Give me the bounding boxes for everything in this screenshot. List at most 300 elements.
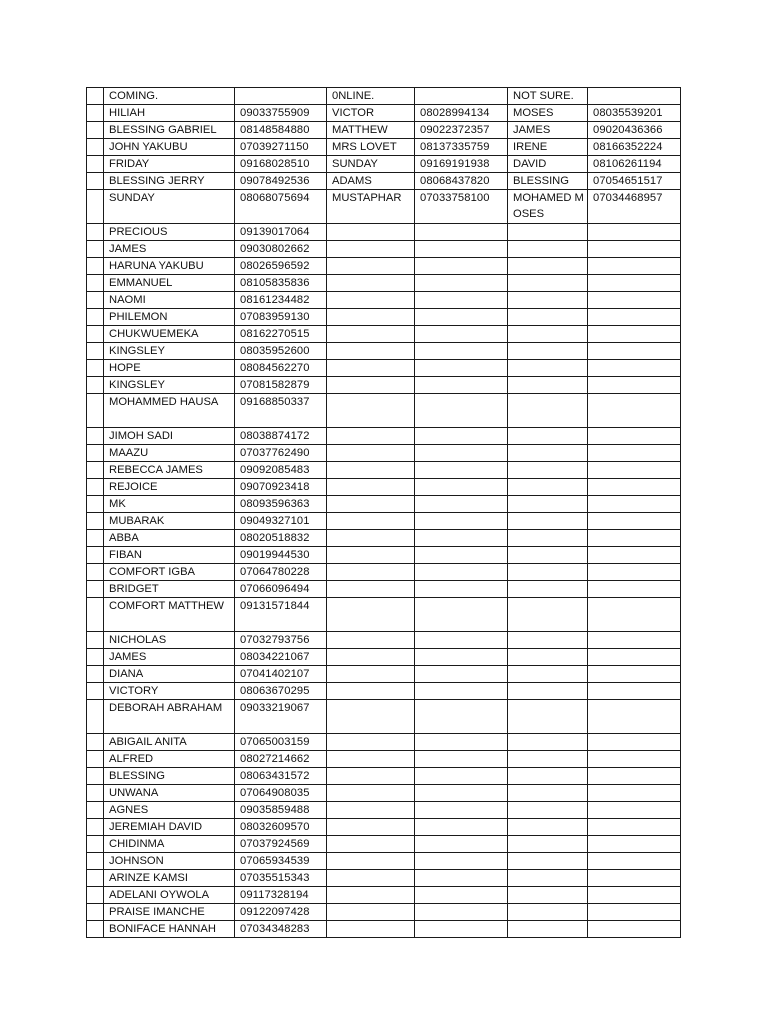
phone-cell	[415, 819, 508, 836]
row-marker-cell	[87, 360, 104, 377]
phone-cell	[415, 785, 508, 802]
phone-cell: 08038874172	[235, 428, 327, 445]
name-cell: IRENE	[508, 139, 588, 156]
name-cell	[327, 479, 415, 496]
row-marker-cell	[87, 479, 104, 496]
name-cell	[508, 700, 588, 734]
name-cell: MOSES	[508, 105, 588, 122]
table-row	[87, 700, 681, 734]
name-cell	[508, 836, 588, 853]
name-cell: VICTORY	[104, 683, 235, 700]
name-cell	[508, 241, 588, 258]
phone-cell	[415, 853, 508, 870]
name-cell	[508, 309, 588, 326]
name-cell	[327, 649, 415, 666]
attendance-table	[86, 87, 681, 938]
phone-cell: 09078492536	[235, 173, 327, 190]
row-marker-cell	[87, 122, 104, 139]
table-row	[87, 683, 681, 700]
name-cell: UNWANA	[104, 785, 235, 802]
name-cell	[508, 802, 588, 819]
table-row	[87, 768, 681, 785]
phone-cell	[415, 394, 508, 428]
row-marker-cell	[87, 802, 104, 819]
phone-cell	[588, 326, 681, 343]
phone-cell	[415, 921, 508, 938]
name-cell: VICTOR	[327, 105, 415, 122]
name-cell	[327, 343, 415, 360]
row-marker-cell	[87, 751, 104, 768]
phone-cell: 09122097428	[235, 904, 327, 921]
phone-cell	[588, 768, 681, 785]
row-marker-cell	[87, 309, 104, 326]
table-row	[87, 462, 681, 479]
phone-cell: 08093596363	[235, 496, 327, 513]
row-marker-cell	[87, 887, 104, 904]
row-marker-cell	[87, 445, 104, 462]
phone-cell	[588, 785, 681, 802]
name-cell	[327, 275, 415, 292]
name-cell: FRIDAY	[104, 156, 235, 173]
table-row	[87, 105, 681, 122]
name-cell	[327, 581, 415, 598]
table-row	[87, 751, 681, 768]
name-cell: ABIGAIL ANITA	[104, 734, 235, 751]
name-cell: ARINZE KAMSI	[104, 870, 235, 887]
phone-cell	[588, 564, 681, 581]
phone-cell: 09131571844	[235, 598, 327, 632]
name-cell	[327, 360, 415, 377]
phone-cell	[415, 581, 508, 598]
name-cell	[508, 649, 588, 666]
phone-cell: 09019944530	[235, 547, 327, 564]
name-cell: BLESSING	[104, 768, 235, 785]
phone-cell	[588, 836, 681, 853]
row-marker-cell	[87, 241, 104, 258]
phone-cell	[415, 428, 508, 445]
phone-cell: 08166352224	[588, 139, 681, 156]
table-row	[87, 224, 681, 241]
row-marker-cell	[87, 564, 104, 581]
phone-cell	[415, 513, 508, 530]
name-cell	[327, 224, 415, 241]
phone-cell: 09030802662	[235, 241, 327, 258]
name-cell: COMFORT MATTHEW	[104, 598, 235, 632]
phone-cell	[415, 309, 508, 326]
phone-cell: 08035539201	[588, 105, 681, 122]
name-cell: BLESSING	[508, 173, 588, 190]
name-cell	[508, 768, 588, 785]
row-marker-cell	[87, 921, 104, 938]
row-marker-cell	[87, 785, 104, 802]
name-cell	[508, 394, 588, 428]
phone-cell	[415, 700, 508, 734]
table-row	[87, 156, 681, 173]
name-cell: JOHN YAKUBU	[104, 139, 235, 156]
row-marker-cell	[87, 496, 104, 513]
phone-cell	[588, 581, 681, 598]
table-row	[87, 802, 681, 819]
phone-cell	[415, 462, 508, 479]
name-cell: DAVID	[508, 156, 588, 173]
header-row	[87, 88, 681, 105]
table-row	[87, 564, 681, 581]
name-cell	[327, 836, 415, 853]
name-cell	[327, 292, 415, 309]
name-cell: MUBARAK	[104, 513, 235, 530]
name-cell	[327, 598, 415, 632]
column-header	[588, 88, 681, 105]
row-marker-cell	[87, 547, 104, 564]
table-row	[87, 479, 681, 496]
name-cell: PRECIOUS	[104, 224, 235, 241]
phone-cell: 08063670295	[235, 683, 327, 700]
phone-cell: 09139017064	[235, 224, 327, 241]
name-cell: KINGSLEY	[104, 377, 235, 394]
phone-cell	[415, 275, 508, 292]
phone-cell	[588, 870, 681, 887]
phone-cell: 09169191938	[415, 156, 508, 173]
name-cell	[327, 904, 415, 921]
name-cell	[508, 904, 588, 921]
phone-cell	[415, 360, 508, 377]
name-cell	[508, 360, 588, 377]
name-cell: ALFRED	[104, 751, 235, 768]
phone-cell	[588, 496, 681, 513]
row-marker-cell	[87, 836, 104, 853]
row-marker-cell	[87, 700, 104, 734]
name-cell	[327, 870, 415, 887]
phone-cell	[588, 241, 681, 258]
phone-cell	[588, 530, 681, 547]
table-row	[87, 309, 681, 326]
table-row	[87, 904, 681, 921]
phone-cell	[415, 649, 508, 666]
name-cell	[327, 887, 415, 904]
phone-cell	[415, 836, 508, 853]
phone-cell	[415, 598, 508, 632]
name-cell	[508, 547, 588, 564]
table-row	[87, 581, 681, 598]
name-cell	[327, 683, 415, 700]
table-row	[87, 377, 681, 394]
name-cell	[508, 734, 588, 751]
phone-cell	[588, 734, 681, 751]
name-cell	[327, 377, 415, 394]
name-cell: COMFORT IGBA	[104, 564, 235, 581]
row-marker-cell	[87, 734, 104, 751]
phone-cell	[588, 666, 681, 683]
name-cell	[327, 326, 415, 343]
row-marker-cell	[87, 632, 104, 649]
name-cell: MATTHEW	[327, 122, 415, 139]
phone-cell	[588, 309, 681, 326]
table-row	[87, 241, 681, 258]
phone-cell: 07083959130	[235, 309, 327, 326]
name-cell	[327, 819, 415, 836]
name-cell	[508, 870, 588, 887]
name-cell	[508, 445, 588, 462]
name-cell	[327, 785, 415, 802]
name-cell	[327, 734, 415, 751]
phone-cell: 09117328194	[235, 887, 327, 904]
name-cell: MAAZU	[104, 445, 235, 462]
phone-cell: 08148584880	[235, 122, 327, 139]
phone-cell	[588, 428, 681, 445]
row-marker-cell	[87, 530, 104, 547]
phone-cell	[415, 343, 508, 360]
row-marker-cell	[87, 462, 104, 479]
phone-cell	[415, 683, 508, 700]
name-cell	[327, 241, 415, 258]
table-row	[87, 632, 681, 649]
name-cell: MOHAMED MOSES	[508, 190, 588, 224]
phone-cell: 07065934539	[235, 853, 327, 870]
table-row	[87, 666, 681, 683]
phone-cell	[588, 377, 681, 394]
row-marker-cell	[87, 598, 104, 632]
name-cell	[327, 564, 415, 581]
phone-cell: 08068437820	[415, 173, 508, 190]
phone-cell: 08035952600	[235, 343, 327, 360]
phone-cell	[588, 700, 681, 734]
phone-cell: 07039271150	[235, 139, 327, 156]
name-cell	[508, 530, 588, 547]
table-row	[87, 853, 681, 870]
name-cell	[508, 326, 588, 343]
name-cell	[327, 547, 415, 564]
phone-cell: 08063431572	[235, 768, 327, 785]
phone-cell	[415, 751, 508, 768]
phone-cell: 07032793756	[235, 632, 327, 649]
name-cell: JAMES	[104, 241, 235, 258]
name-cell: PHILEMON	[104, 309, 235, 326]
phone-cell	[588, 258, 681, 275]
row-marker-cell	[87, 768, 104, 785]
name-cell	[508, 377, 588, 394]
name-cell	[508, 275, 588, 292]
row-marker-cell	[87, 258, 104, 275]
row-marker-cell	[87, 377, 104, 394]
column-header	[415, 88, 508, 105]
row-marker-cell	[87, 173, 104, 190]
name-cell: ABBA	[104, 530, 235, 547]
phone-cell: 07081582879	[235, 377, 327, 394]
name-cell: MUSTAPHAR	[327, 190, 415, 224]
phone-cell	[415, 326, 508, 343]
phone-cell	[415, 802, 508, 819]
name-cell: JEREMIAH DAVID	[104, 819, 235, 836]
phone-cell: 09049327101	[235, 513, 327, 530]
row-marker-cell	[87, 343, 104, 360]
table-row	[87, 394, 681, 428]
row-marker-cell	[87, 275, 104, 292]
phone-cell: 08034221067	[235, 649, 327, 666]
phone-cell	[588, 360, 681, 377]
row-marker-cell	[87, 904, 104, 921]
row-marker-cell	[87, 326, 104, 343]
name-cell	[327, 513, 415, 530]
table-row	[87, 785, 681, 802]
name-cell	[327, 394, 415, 428]
row-marker-cell	[87, 513, 104, 530]
table-row	[87, 122, 681, 139]
name-cell	[508, 564, 588, 581]
name-cell	[327, 700, 415, 734]
name-cell: CHUKWUEMEKA	[104, 326, 235, 343]
table-row	[87, 360, 681, 377]
name-cell	[327, 258, 415, 275]
column-header: 0NLINE.	[327, 88, 415, 105]
column-header: COMING.	[104, 88, 235, 105]
phone-cell	[588, 547, 681, 564]
name-cell	[508, 581, 588, 598]
phone-cell: 09022372357	[415, 122, 508, 139]
name-cell	[508, 428, 588, 445]
row-marker-cell	[87, 870, 104, 887]
phone-cell	[415, 564, 508, 581]
name-cell: NICHOLAS	[104, 632, 235, 649]
column-header: NOT SURE.	[508, 88, 588, 105]
row-marker-cell	[87, 683, 104, 700]
table-row	[87, 275, 681, 292]
row-marker-cell	[87, 649, 104, 666]
phone-cell	[415, 768, 508, 785]
phone-cell: 08026596592	[235, 258, 327, 275]
phone-cell	[588, 224, 681, 241]
name-cell: MOHAMMED HAUSA	[104, 394, 235, 428]
table-row	[87, 326, 681, 343]
name-cell: FIBAN	[104, 547, 235, 564]
table-row	[87, 513, 681, 530]
phone-cell	[415, 632, 508, 649]
name-cell	[327, 666, 415, 683]
table-row	[87, 836, 681, 853]
name-cell	[508, 853, 588, 870]
name-cell: JAMES	[508, 122, 588, 139]
phone-cell	[588, 292, 681, 309]
name-cell	[327, 445, 415, 462]
table-row	[87, 530, 681, 547]
phone-cell: 07064908035	[235, 785, 327, 802]
name-cell: REBECCA JAMES	[104, 462, 235, 479]
table-row	[87, 734, 681, 751]
table-row	[87, 887, 681, 904]
name-cell	[327, 853, 415, 870]
row-marker-cell	[87, 428, 104, 445]
phone-cell: 08028994134	[415, 105, 508, 122]
name-cell	[508, 666, 588, 683]
name-cell	[508, 887, 588, 904]
name-cell: DEBORAH ABRAHAM	[104, 700, 235, 734]
phone-cell	[415, 887, 508, 904]
row-marker-cell	[87, 105, 104, 122]
name-cell: BLESSING JERRY	[104, 173, 235, 190]
phone-cell	[588, 649, 681, 666]
name-cell: BONIFACE HANNAH	[104, 921, 235, 938]
name-cell: KINGSLEY	[104, 343, 235, 360]
row-marker-cell	[87, 224, 104, 241]
phone-cell: 08137335759	[415, 139, 508, 156]
name-cell: SUNDAY	[327, 156, 415, 173]
phone-cell: 08106261194	[588, 156, 681, 173]
phone-cell: 09092085483	[235, 462, 327, 479]
phone-cell	[415, 292, 508, 309]
name-cell	[508, 479, 588, 496]
phone-cell	[588, 598, 681, 632]
name-cell	[508, 751, 588, 768]
phone-cell	[415, 241, 508, 258]
phone-cell: 08105835836	[235, 275, 327, 292]
phone-cell	[415, 479, 508, 496]
table-row	[87, 819, 681, 836]
phone-cell: 07034468957	[588, 190, 681, 224]
name-cell: REJOICE	[104, 479, 235, 496]
name-cell	[327, 632, 415, 649]
name-cell	[327, 428, 415, 445]
table-row	[87, 649, 681, 666]
phone-cell	[588, 683, 681, 700]
phone-cell: 08068075694	[235, 190, 327, 224]
name-cell	[508, 292, 588, 309]
phone-cell	[415, 547, 508, 564]
name-cell	[508, 496, 588, 513]
phone-cell: 07066096494	[235, 581, 327, 598]
phone-cell: 08162270515	[235, 326, 327, 343]
row-marker-cell	[87, 394, 104, 428]
phone-cell: 07064780228	[235, 564, 327, 581]
phone-cell	[415, 530, 508, 547]
table-row	[87, 343, 681, 360]
name-cell: MRS LOVET	[327, 139, 415, 156]
phone-cell	[415, 666, 508, 683]
name-cell	[508, 819, 588, 836]
name-cell	[327, 921, 415, 938]
table-row	[87, 292, 681, 309]
phone-cell: 07041402107	[235, 666, 327, 683]
phone-cell	[415, 734, 508, 751]
name-cell	[508, 921, 588, 938]
name-cell	[508, 258, 588, 275]
name-cell	[508, 598, 588, 632]
name-cell	[327, 462, 415, 479]
phone-cell: 09168028510	[235, 156, 327, 173]
phone-cell	[415, 224, 508, 241]
phone-cell	[588, 632, 681, 649]
name-cell	[327, 496, 415, 513]
row-marker-cell	[87, 190, 104, 224]
column-header	[87, 88, 104, 105]
phone-cell: 09033219067	[235, 700, 327, 734]
table-row	[87, 139, 681, 156]
table-row	[87, 190, 681, 224]
phone-cell	[415, 377, 508, 394]
phone-cell	[588, 751, 681, 768]
name-cell	[327, 802, 415, 819]
phone-cell	[588, 479, 681, 496]
table-row	[87, 173, 681, 190]
table-row	[87, 547, 681, 564]
name-cell	[508, 343, 588, 360]
name-cell: PRAISE IMANCHE	[104, 904, 235, 921]
phone-cell	[415, 445, 508, 462]
phone-cell: 07035515343	[235, 870, 327, 887]
table-row	[87, 496, 681, 513]
phone-cell	[588, 819, 681, 836]
phone-cell	[588, 802, 681, 819]
row-marker-cell	[87, 581, 104, 598]
phone-cell: 07034348283	[235, 921, 327, 938]
